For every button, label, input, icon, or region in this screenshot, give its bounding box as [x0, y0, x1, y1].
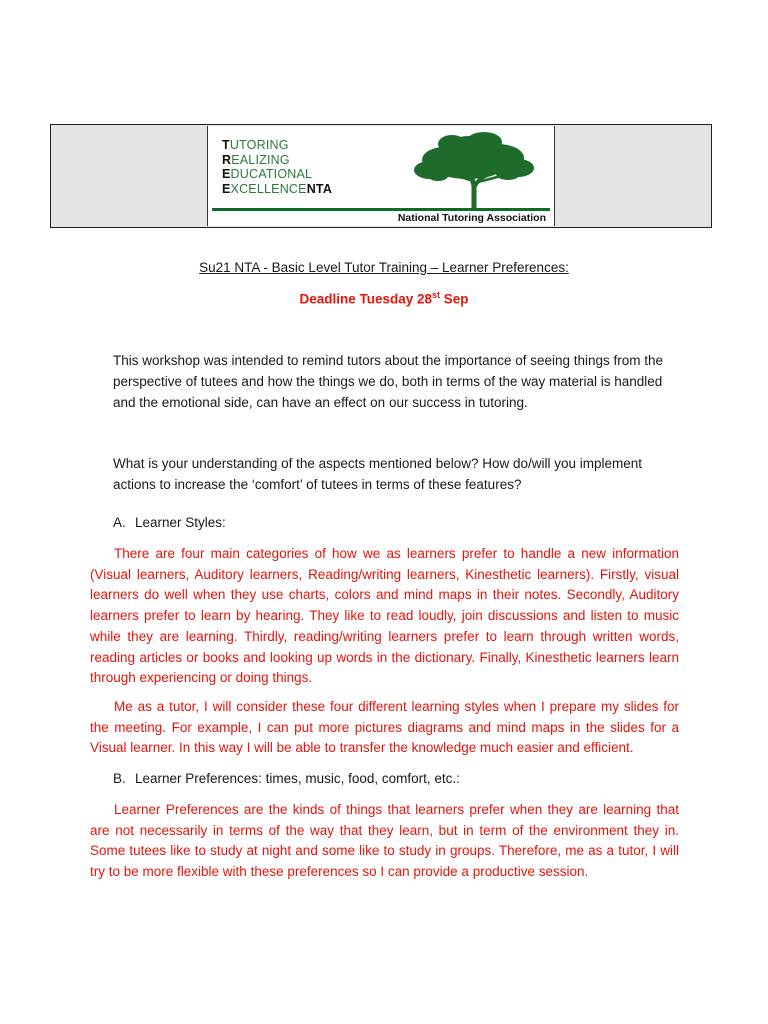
section-a-answer-2: Me as a tutor, I will consider these four different learning styles when I prepare my slides for the meeting. For example, I can put more pictures diagrams and mind maps in the slides for a Visual learner. In this way I will be able to transfer the knowledge much easier and efficient.	[90, 699, 679, 756]
section-b-heading: B. Learner Preferences: times, music, food, comfort, etc.:	[113, 771, 460, 786]
section-b-answer-1: Learner Preferences are the kinds of things that learners prefer when they are learning that are not necessarily in terms of the way that they learn, but in term of the environment they in. Some tutees like to study at night and some like to study in groups. Therefore, me as a tutor, I will try to be more flexible with these preferences so I can provide a productive session.	[90, 802, 679, 880]
header-banner	[50, 124, 712, 228]
tree-icon	[408, 130, 538, 208]
acronym-line: EXCELLENCENTA	[222, 181, 333, 196]
deadline: Deadline Tuesday 28st Sep	[299, 290, 469, 307]
acronym-line: REALIZING	[222, 152, 290, 167]
question-paragraph: What is your understanding of the aspects mentioned below? How do/will you implement actions to increase the ‘comfort’ of tutees in terms of these features?	[113, 456, 643, 492]
acronym-line: TUTORING	[222, 138, 289, 152]
intro-paragraph: This workshop was intended to remind tutors about the importance of seeing things from the perspective of tutees and how the things we do, both in terms of the way material is handled and the emotional side, can have an effect on our success in tutoring.	[113, 353, 664, 410]
logo-rule	[212, 208, 550, 211]
acronym-line: EDUCATIONAL	[222, 167, 313, 181]
nta-logo	[207, 126, 555, 226]
logo-acronym	[222, 138, 332, 196]
document-title: Su21 NTA - Basic Level Tutor Training – Learner Preferences:	[199, 260, 569, 275]
organization-name: National Tutoring Association	[397, 212, 546, 224]
section-a-heading: A. Learner Styles:	[113, 515, 226, 530]
section-a-answer-1: There are four main categories of how we as learners prefer to handle a new information (Visual learners, Auditory learners, Reading/writing learners, Kinesthetic learners). Firstly, visual learners do well when they use charts, colors and mind maps in their notes. Secondly, Auditory learners prefer to learn by hearing. They like to read loudly, join discussions and listen to music while they are learning. Thirdly, reading/writing learners prefer to learn through written words, reading articles or books and looking up words in the dictionary. Finally, Kinesthetic learners learn through experiencing or doing things.	[90, 546, 679, 686]
